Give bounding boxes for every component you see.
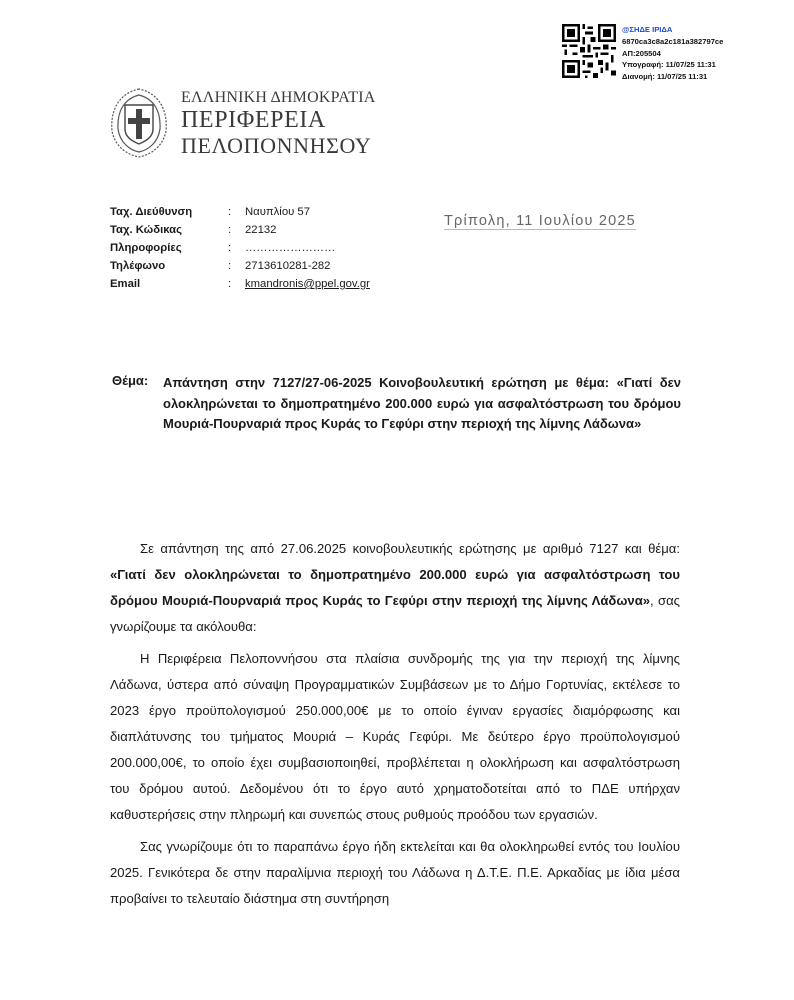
contact-value: 2713610281-282	[245, 260, 331, 272]
contact-value: ……………………	[245, 242, 336, 254]
place-date: Τρίπολη, 11 Ιουλίου 2025	[444, 213, 636, 229]
qr-code-icon	[562, 24, 616, 78]
body-paragraph-1: Σε απάντηση της από 27.06.2025 κοινοβουλευτικής ερώτησης με αριθμό 7127 και θέμα: «Γιατί δεν ολοκληρώνεται το δημοπρατημένο 200.000 ευρώ για ασφαλτόστρωση του δρόμου Μουριά-Πουρναριά προς Κυράς το Γεφύρι στην περιοχή της λίμνης Λάδωνα», σας γνωρίζουμε τα ακόλουθα:	[110, 541, 680, 634]
contact-label: Ταχ. Κώδικας	[110, 224, 182, 236]
quoted-question-title: «Γιατί δεν ολοκληρώνεται το δημοπρατημένο 200.000 ευρώ για ασφαλτόστρωση του δρόμου Μουριά-Πουρναριά προς Κυράς το Γεφύρι στην περιοχή της λίμνης Λάδωνα»	[110, 567, 680, 608]
contact-label: Ταχ. Διεύθυνση	[110, 206, 193, 218]
contact-value: Ναυπλίου 57	[245, 206, 310, 218]
stamp-protocol: ΑΠ:205504	[622, 48, 661, 58]
contact-value: 22132	[245, 224, 277, 236]
email-link[interactable]: kmandronis@ppel.gov.gr	[245, 278, 370, 290]
subject-label: Θέμα:	[112, 373, 149, 388]
body-paragraph-2: Η Περιφέρεια Πελοποννήσου στα πλαίσια συνδρομής της για την περιοχή της λίμνης Λάδωνα, ύστερα από σύναψη Προγραμματικών Συμβάσεων με το Δήμο Γορτυνίας, εκτέλεσε το 2023 έργο προϋπολογισμού 250.000,00€ με το οποίο έγιναν εργασίες διαμόρφωσης και διαπλάτυνσης του τμήματος Μουριά – Κυράς Γεφύρι. Με δεύτερο έργο προϋπολογισμού 200.000,00€, το οποίο έχει συμβασιοποιηθεί, προβλέπεται η ολοκλήρωση και ασφαλτόστρωση του δρόμου αυτού. Δεδομένου ότι το έργο αυτό χρηματοδοτείται από το ΠΔΕ υπήρχαν καθυστερήσεις στην πληρωμή και συνεπώς στους ρυθμούς προόδου των εργασιών.	[110, 651, 680, 822]
subject-text: Απάντηση στην 7127/27-06-2025 Κοινοβουλευτική ερώτηση με θέμα: «Γιατί δεν ολοκληρώνεται το δημοπρατημένο 200.000 ευρώ για ασφαλτόστρωση του δρόμου Μουριά-Πουρναριά προς Κυράς το Γεφύρι στην περιοχή της λίμνης Λάδωνα»	[163, 375, 681, 431]
signature-stamp-text	[622, 24, 723, 83]
stamp-hash: 6870ca3c8a2c181a382797ce	[622, 36, 724, 46]
body-paragraph-3: Σας γνωρίζουμε ότι το παραπάνω έργο ήδη εκτελείται και θα ολοκληρωθεί εντός του Ιουλίου 2025. Γενικότερα δε στην παραλίμνια περιοχή του Λάδωνα η Δ.Τ.Ε. Π.Ε. Αρκαδίας με ίδια μέσα προβαίνει το τελευταίο διάστημα στη συντήρηση	[110, 839, 680, 906]
contact-label: Email	[110, 278, 141, 290]
stamp-distributed: Διανομή: 11/07/25 11:31	[622, 72, 708, 82]
letterhead-republic: ΕΛΛΗΝΙΚΗ ΔΗΜΟΚΡΑΤΙΑ	[181, 89, 376, 106]
letterhead-region: ΠΕΡΙΦΕΡΕΙΑ	[181, 107, 326, 133]
greek-coat-of-arms-icon	[106, 87, 172, 159]
stamp-system: @ΣΗΔΕ ΙΡΙΔΑ	[622, 25, 673, 34]
contact-label: Πληροφορίες	[110, 242, 182, 254]
letterhead-region-name: ΠΕΛΟΠΟΝΝΗΣΟΥ	[181, 133, 372, 158]
signature-stamp	[562, 24, 762, 90]
contact-label: Τηλέφωνο	[110, 260, 166, 272]
document-page: @ΣΗΔΕ ΙΡΙΔΑ 6870ca3c8a2c181a382797ce ΑΠ:205504 Υπογραφή: 11/07/25 11:31 Διανομή: 11/07/25 11:31 ΕΛΛΗΝΙΚΗ ΔΗΜΟΚΡΑΤΙΑ ΠΕΡΙΦΕΡΕΙΑ ΠΕΛΟΠΟΝΝΗΣΟΥ Ταχ. Διεύθυνση : Ναυπλίου 57 Ταχ. Κώδικας : 22132 Πληροφορίες : …………………… Τηλέφωνο : 2713610281-282 Email : kmandronis@ppel.gov.gr Τρίπολη, 11 Ιουλίου 2025 Θέμα: Απάντηση στην 7127/27-06-2025 Κοινοβουλευτική ερώτηση με θέμα: «Γιατί δεν ολοκληρώνεται το δημοπρατημένο 200.000 ευρώ για ασφαλτόστρωση του δρόμου Μουριά-Πουρναριά προς Κυράς το Γεφύρι στην περιοχή της λίμνης Λάδωνα» Σε απάντηση της από 27.06.2025 κοινοβουλευτικής ερώτησης με αριθμό 7127 και θέμα: «Γιατί δεν ολοκληρώνεται το δημοπρατημένο 200.000 ευρώ για ασφαλτόστρωση του δρόμου Μουριά-Πουρναριά προς Κυράς το Γεφύρι στην περιοχή της λίμνης Λάδωνα», σας γνωρίζουμε τα ακόλουθα: Η Περιφέρεια Πελοποννήσου στα πλαίσια συνδρομής της για την περιοχή της λίμνης Λάδωνα, ύστερα από σύναψη Προγραμματικών Συμβάσεων με το Δήμο Γορτυνίας, εκτέλεσε το 2023 έργο προϋπολογισμού 250.000,00€ με το οποίο έγιναν εργασίες διαμόρφωσης και διαπλάτυνσης του τμήματος Μουριά – Κυράς Γεφύρι. Με δεύτερο έργο προϋπολογισμού 200.000,00€, το οποίο έχει συμβασιοποιηθεί, προβλέπεται η ολοκλήρωση και ασφαλτόστρωση του δρόμου αυτού. Δεδομένου ότι το έργο αυτό χρηματοδοτείται από το ΠΔΕ υπήρχαν καθυστερήσεις στην πληρωμή και συνεπώς στους ρυθμούς προόδου των εργασιών. Σας γνωρίζουμε ότι το παραπάνω έργο ήδη εκτελείται και θα ολοκληρωθεί εντός του Ιουλίου 2025. Γενικότερα δε στην παραλίμνια περιοχή του Λάδωνα η Δ.Τ.Ε. Π.Ε. Αρκαδίας με ίδια μέσα προβαίνει το τελευταίο διάστημα στη συντήρηση	[0, 0, 794, 1000]
stamp-signed: Υπογραφή: 11/07/25 11:31	[622, 60, 716, 70]
letter-body	[110, 536, 680, 918]
